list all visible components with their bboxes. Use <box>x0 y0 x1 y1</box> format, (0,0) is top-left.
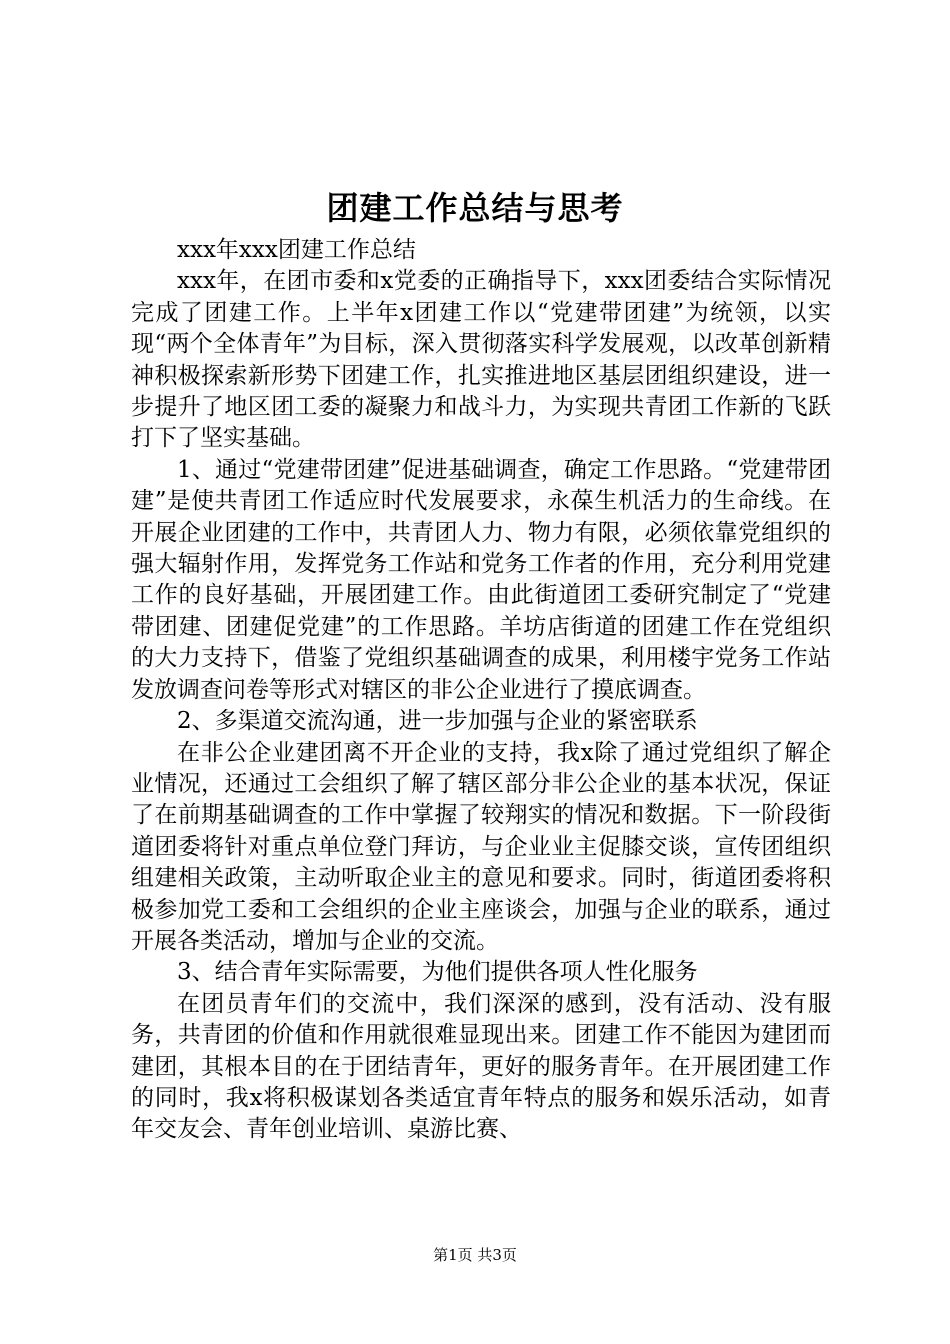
section-3-paragraph: 在团员青年们的交流中，我们深深的感到，没有活动、没有服务，共青团的价值和作用就很难显现出来。团建工作不能因为建团而建团，其根本目的在于团结青年，更好的服务青年。在开展团建工作的同时，我x将积极谋划各类适宜青年特点的服务和娱乐活动，如青年交友会、青年创业培训、桌游比赛、 <box>131 990 831 1143</box>
page-title: 团建工作总结与思考 <box>326 189 624 227</box>
section-1-paragraph: 1、通过“党建带团建”促进基础调查，确定工作思路。“党建带团建”是使共青团工作适应时代发展要求，永葆生机活力的生命线。在开展企业团建的工作中，共青团人力、物力有限，必须依靠党组织的强大辐射作用，发挥党务工作站和党务工作者的作用，充分利用党建工作的良好基础，开展团建工作。由此街道团工委研究制定了“党建带团建、团建促党建”的工作思路。羊坊店街道的团建工作在党组织的大力支持下，借鉴了党组织基础调查的成果，利用楼宇党务工作站发放调查问卷等形式对辖区的非公企业进行了摸底调查。 <box>131 456 831 703</box>
document-body <box>131 235 831 1146</box>
subtitle-line: xxx年xxx团建工作总结 <box>177 237 416 263</box>
section-3-heading: 3、结合青年实际需要，为他们提供各项人性化服务 <box>177 959 698 986</box>
section-2-heading: 2、多渠道交流沟通，进一步加强与企业的紧密联系 <box>177 708 698 735</box>
section-2-paragraph: 在非公企业建团离不开企业的支持，我x除了通过党组织了解企业情况，还通过工会组织了解了辖区部分非公企业的基本状况，保证了在前期基础调查的工作中掌握了较翔实的情况和数据。下一阶段街道团委将针对重点单位登门拜访，与企业业主促膝交谈，宣传团组织组建相关政策，主动听取企业主的意见和要求。同时，街道团委将积极参加党工委和工会组织的企业主座谈会，加强与企业的联系，通过开展各类活动，增加与企业的交流。 <box>131 739 831 954</box>
intro-paragraph: xxx年，在团市委和x党委的正确指导下，xxx团委结合实际情况完成了团建工作。上半年x团建工作以“党建带团建”为统领，以实现“两个全体青年”为目标，深入贯彻落实科学发展观，以改革创新精神积极探索新形势下团建工作，扎实推进地区基层团组织建设，进一步提升了地区团工委的凝聚力和战斗力，为实现共青团工作新的飞跃打下了坚实基础。 <box>131 268 831 452</box>
page-number: 第1页 共3页 <box>433 1246 517 1264</box>
